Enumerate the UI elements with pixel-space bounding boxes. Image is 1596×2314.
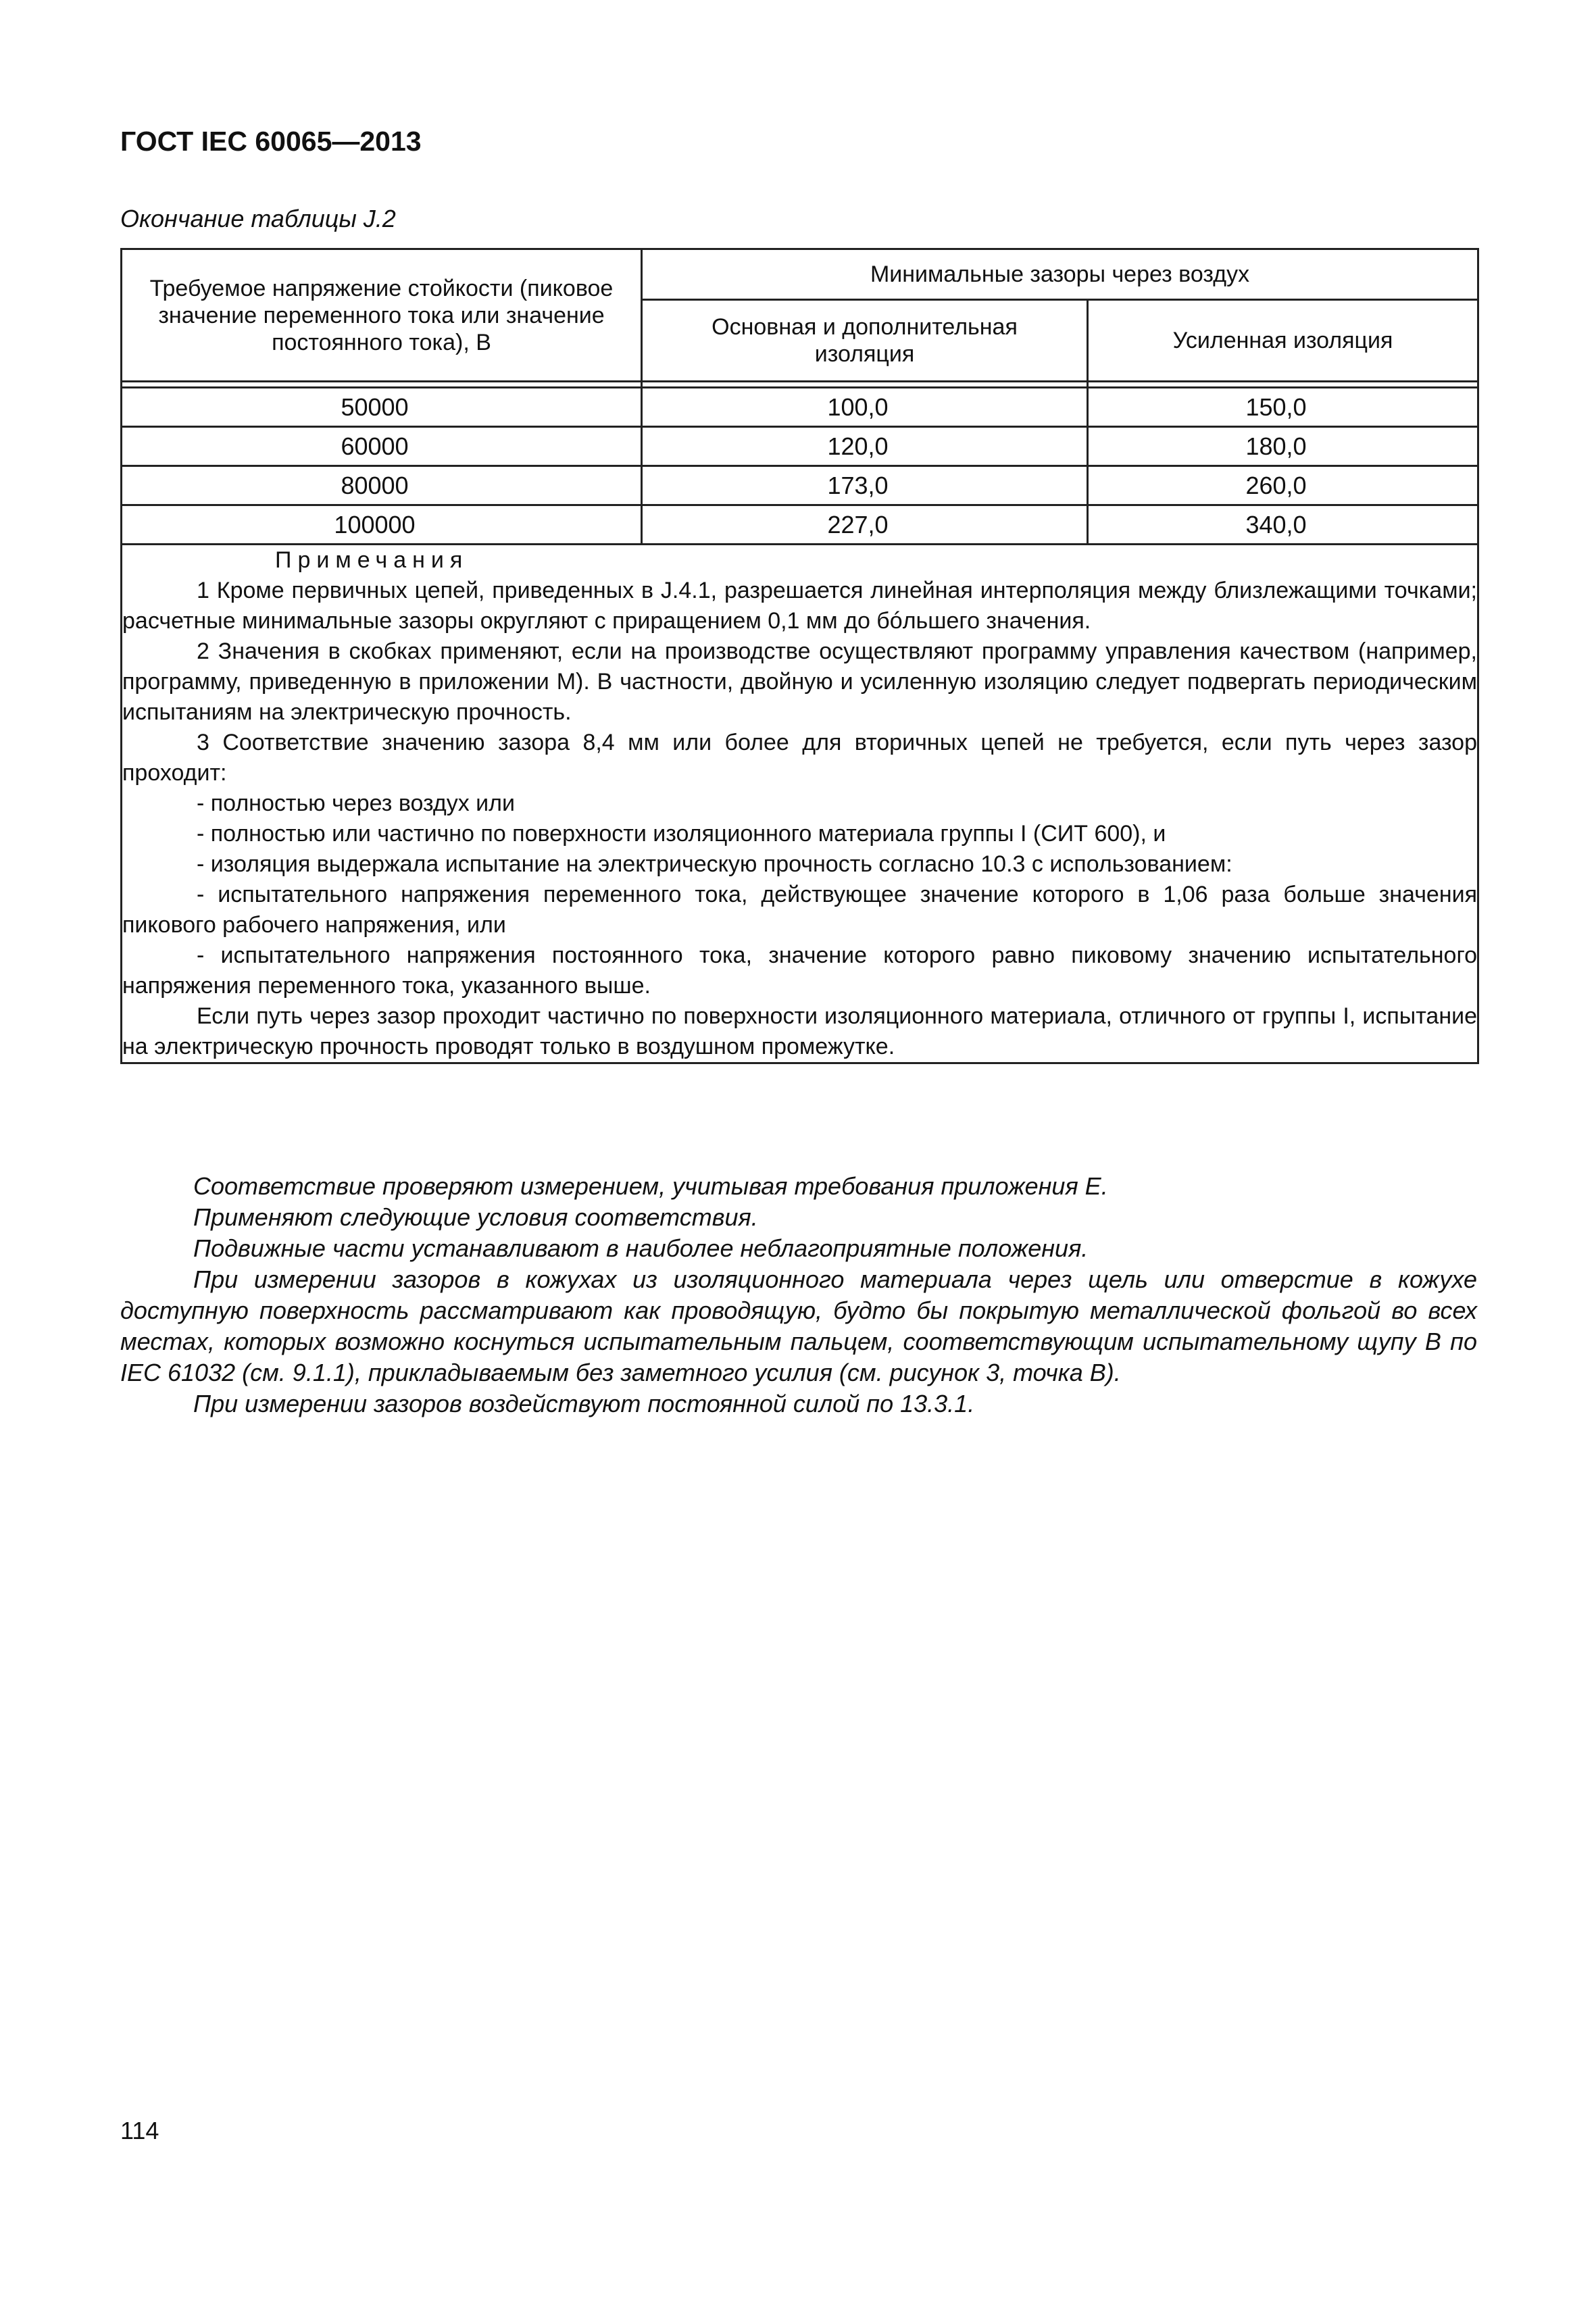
cell-reinforced: 180,0 bbox=[1088, 427, 1478, 466]
page-number: 114 bbox=[120, 2117, 159, 2144]
compliance-text bbox=[120, 1171, 1477, 1419]
cell-reinforced: 260,0 bbox=[1088, 466, 1478, 505]
note-paragraph: 3 Соответствие значению зазора 8,4 мм или более для вторичных цепей не требуется, если путь через зазор проходит: bbox=[122, 730, 1478, 786]
cell-basic: 120,0 bbox=[642, 427, 1088, 466]
cell-basic: 173,0 bbox=[642, 466, 1088, 505]
note-paragraph: - полностью или частично по поверхности изоляционного материала группы I (СИТ 600), и bbox=[197, 821, 1166, 847]
header-basic-supplementary: Основная и дополнительная изоляция bbox=[642, 300, 1088, 382]
body-paragraph: Подвижные части устанавливают в наиболее неблагоприятные положения. bbox=[193, 1234, 1089, 1262]
cell-basic: 100,0 bbox=[642, 388, 1088, 427]
note-paragraph: Если путь через зазор проходит частично по поверхности изоляционного материала, отличного от группы I, испытание на электрическую прочность проводят только в воздушном промежутке. bbox=[122, 1003, 1478, 1059]
table-row bbox=[122, 427, 1478, 466]
cell-basic: 227,0 bbox=[642, 505, 1088, 545]
note-paragraph: - испытательного напряжения переменного тока, действующее значение которого в 1,06 раза больше значения пикового рабочего напряжения, или bbox=[122, 882, 1478, 938]
table-notes bbox=[122, 545, 1478, 1063]
notes-title: Примечания bbox=[275, 547, 469, 573]
cell-voltage: 50000 bbox=[122, 388, 642, 427]
table-row bbox=[122, 466, 1478, 505]
note-paragraph: - полностью через воздух или bbox=[197, 790, 515, 816]
body-paragraph: Применяют следующие условия соответствия. bbox=[193, 1203, 758, 1231]
header-withstand-voltage: Требуемое напряжение стойкости (пиковое значение переменного тока или значение постоянного тока), В bbox=[122, 249, 642, 382]
note-paragraph: - испытательного напряжения постоянного тока, значение которого равно пиковому значению испытательного напряжения переменного тока, указанного выше. bbox=[122, 942, 1478, 999]
table-row bbox=[122, 505, 1478, 545]
header-min-clearances: Минимальные зазоры через воздух bbox=[642, 249, 1478, 300]
document-header: ГОСТ IEC 60065—2013 bbox=[120, 126, 422, 157]
header-reinforced: Усиленная изоляция bbox=[1088, 300, 1478, 382]
table-row bbox=[122, 388, 1478, 427]
body-paragraph: При измерении зазоров воздействуют постоянной силой по 13.3.1. bbox=[193, 1390, 975, 1417]
cell-voltage: 60000 bbox=[122, 427, 642, 466]
cell-voltage: 100000 bbox=[122, 505, 642, 545]
cell-voltage: 80000 bbox=[122, 466, 642, 505]
note-paragraph: - изоляция выдержала испытание на электрическую прочность согласно 10.3 с использованием: bbox=[197, 851, 1232, 877]
cell-reinforced: 340,0 bbox=[1088, 505, 1478, 545]
note-paragraph: 2 Значения в скобках применяют, если на производстве осуществляют программу управления качеством (например, программу, приведенную в приложении M). В частности, двойную и усиленную изоляцию следует подвергать периодическим испытаниям на электрическую прочность. bbox=[122, 638, 1478, 725]
note-paragraph: 1 Кроме первичных цепей, приведенных в J.4.1, разрешается линейная интерполяция между близлежащими точками; расчетные минимальные зазоры округляют с приращением 0,1 мм до бóльшего значения. bbox=[122, 578, 1478, 634]
body-paragraph: Соответствие проверяют измерением, учитывая требования приложения E. bbox=[193, 1172, 1108, 1200]
body-paragraph: При измерении зазоров в кожухах из изоляционного материала через щель или отверстие в кожухе доступную поверхность рассматривают как проводящую, будто бы покрытую металлической фольгой во всех местах, которых возможно коснуться испытательным пальцем, соответствующим испытательному щупу B по IEC 61032 (см. 9.1.1), прикладываемым без заметного усилия (см. рисунок 3, точка B). bbox=[120, 1265, 1477, 1386]
clearance-table bbox=[120, 248, 1477, 1064]
table-caption: Окончание таблицы J.2 bbox=[120, 205, 396, 232]
cell-reinforced: 150,0 bbox=[1088, 388, 1478, 427]
